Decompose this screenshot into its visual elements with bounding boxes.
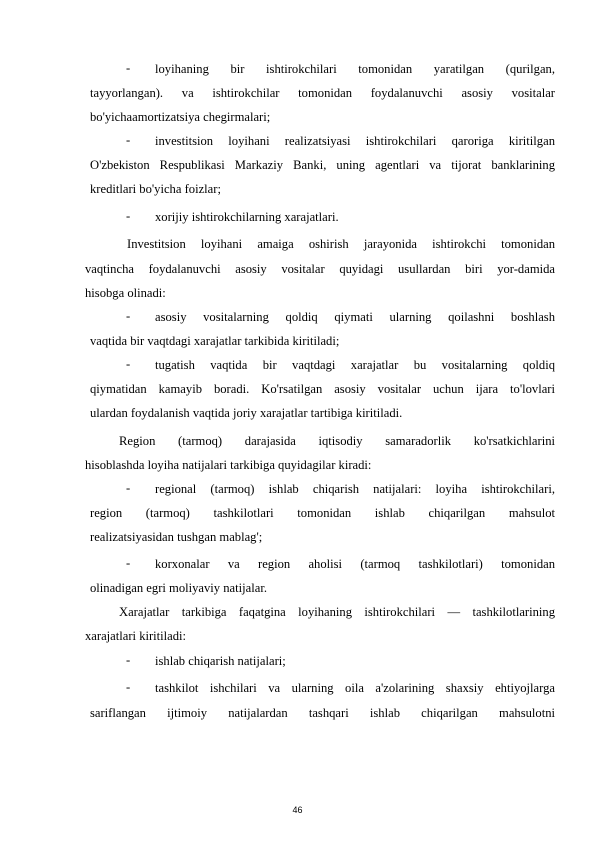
list-dash: - [126,556,131,570]
text-line: tashkilot ishchilari va ularning oila a'zolarining shaxsiy ehtiyojlarga [155,681,555,695]
list-dash: - [126,357,131,371]
text-line: xarajatlari kiritiladi: [85,629,187,643]
text-line: asosiy vositalarning qoldiq qiymati ularning qoilashni boshlash [155,310,555,324]
page-number: 46 [292,805,303,815]
text-line: loyihaning bir ishtirokchilari tomonidan yaratilgan (qurilgan, [155,62,555,76]
text-line: xorijiy ishtirokchilarning xarajatlari. [155,210,339,224]
text-line: olinadigan egri moliyaviy natijalar. [90,581,267,595]
text-line: realizatsiyasidan tushgan mablag'; [90,530,263,544]
text-line: korxonalar va region aholisi (tarmoq tashkilotlari) tomonidan [155,557,555,571]
text-line: hisoblashda loyiha natijalari tarkibiga quyidagilar kiradi: [85,458,372,472]
text-line: vaqtincha foydalanuvchi asosiy vositalar quyidagi usullardan biri yor-damida [85,262,555,276]
list-dash: - [126,61,131,75]
list-dash: - [126,133,131,147]
text-line: investitsion loyihani realizatsiyasi ishtirokchilari qaroriga kiritilgan [155,134,555,148]
text-line: qiymatidan kamayib boradi. Ko'rsatilgan asosiy vositalar uchun ijara to'lovlari [90,382,555,396]
text-line: ishlab chiqarish natijalari; [155,654,286,668]
text-line: region (tarmoq) tashkilotlari tomonidan ishlab chiqarilgan mahsulot [90,506,555,520]
text-line: Region (tarmoq) darajasida iqtisodiy samaradorlik ko'rsatkichlarini [119,434,555,448]
text-line: hisobga olinadi: [85,286,166,300]
text-line: kreditlari bo'yicha foizlar; [90,182,221,196]
list-dash: - [126,209,131,223]
text-line: O'zbekiston Respublikasi Markaziy Banki, uning agentlari va tijorat banklarining [90,158,555,172]
text-line: tayyorlangan). va ishtirokchilar tomonidan foydalanuvchi asosiy vositalar [90,86,555,100]
text-line: tugatish vaqtida bir vaqtdagi xarajatlar bu vositalarning qoldiq [155,358,555,372]
text-line: vaqtida bir vaqtdagi xarajatlar tarkibida kiritiladi; [90,334,340,348]
text-line: sariflangan ijtimoiy natijalardan tashqari ishlab chiqarilgan mahsulotni [90,706,555,720]
list-dash: - [126,309,131,323]
list-dash: - [126,680,131,694]
list-dash: - [126,481,131,495]
text-line: Investitsion loyihani amaiga oshirish jarayonida ishtirokchi tomonidan [127,237,555,251]
text-line: Xarajatlar tarkibiga faqatgina loyihaning ishtirokchilari — tashkilotlarining [119,605,555,619]
text-line: ulardan foydalanish vaqtida joriy xarajatlar tartibiga kiritiladi. [90,406,403,420]
list-dash: - [126,653,131,667]
text-line: bo'yichaamortizatsiya chegirmalari; [90,110,271,124]
text-line: regional (tarmoq) ishlab chiqarish natijalari: loyiha ishtirokchilari, [155,482,555,496]
